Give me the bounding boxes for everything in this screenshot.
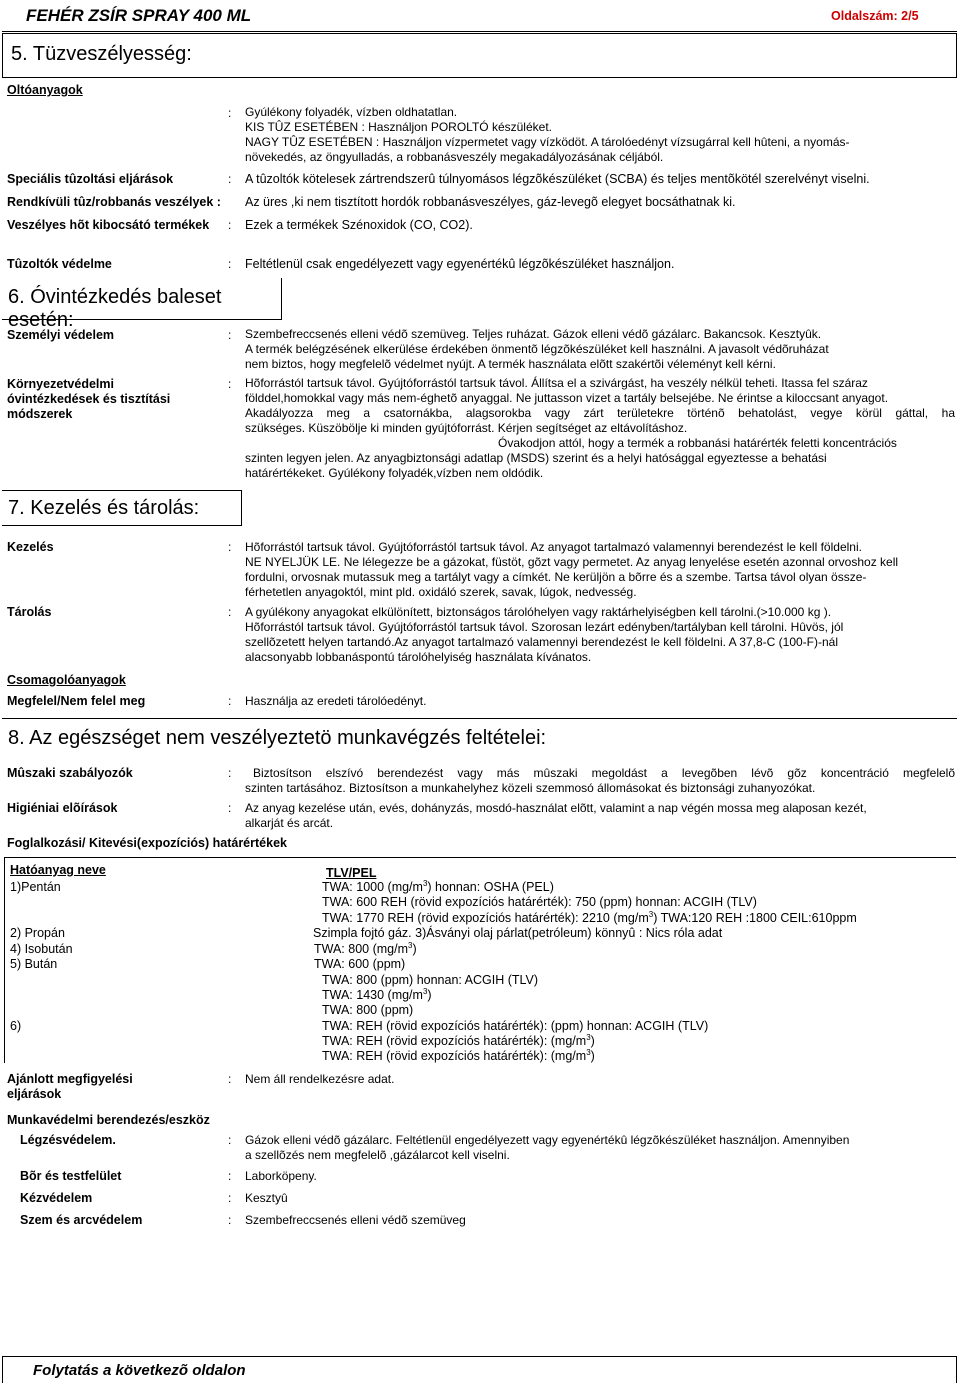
- kezvedelem-text: Kesztyû: [245, 1191, 288, 1205]
- text-line: fordulni, orvosnak mutassuk meg a tartályt vagy a címkét. Ne kerüljön a bõrre és a szembe. Tartsa távol olyan össze-: [245, 570, 867, 584]
- text-line: a szellõzés nem megfelelõ ,gázálarcot kell viselni.: [245, 1148, 510, 1162]
- text-line: NAGY TÛZ ESETÉBEN : Használjon vízpermetet vagy vízködöt. A tárolóedényt vízsugárral kell hûteni, a nyomás-: [245, 135, 850, 149]
- text-line: A termék belégzésének elkerülése érdekében önmentõ légzõkészüléket kell használni. A javasolt védõruházat: [245, 342, 829, 356]
- oltoanyagok-label: Oltóanyagok: [7, 83, 83, 97]
- text-line: határértékeket. Gyúlékony folyadék,vízben nem oldódik.: [245, 466, 544, 480]
- higieniai-text: [245, 801, 867, 831]
- colon: :: [228, 605, 232, 619]
- colon: :: [228, 377, 232, 391]
- cell-text: TWA: REH (rövid expozíciós határérték): (mg/m: [322, 1049, 587, 1063]
- table-cell: TWA: 600 (ppm): [314, 957, 406, 971]
- rend-label: Rendkívüli tûz/robbanás veszélyek :: [7, 195, 221, 209]
- bor-label: Bõr és testfelület: [20, 1169, 122, 1183]
- label-line: Ajánlott megfigyelési: [7, 1072, 133, 1086]
- cell-text: ): [427, 988, 432, 1002]
- table-cell: [322, 911, 857, 925]
- colon: :: [228, 218, 232, 232]
- document-title: FEHÉR ZSÍR SPRAY 400 ML: [26, 6, 252, 25]
- text-line: Hõforrástól tartsuk távol. Gyújtóforrástól tartsuk távol. Állítsa el a szivárgást, ha veszély nélkül teheti. Itassa fel száraz: [245, 376, 868, 390]
- text-line: növekedés, az öngyulladás, a robbanásveszély megakadályozásának céljából.: [245, 150, 664, 164]
- text-line: A gyúlékony anyagokat elkülönített, biztonságos tárolóhelyen vagy raktárhelyiségben kell tárolni.(>10.000 kg ).: [245, 605, 832, 619]
- kezeles-label: Kezelés: [7, 540, 54, 554]
- label-line: óvintézkedések és tisztítási: [7, 392, 171, 406]
- section-5-title: 5. Tüzveszélyesség:: [11, 43, 192, 65]
- colon: :: [228, 106, 232, 120]
- kezvedelem-label: Kézvédelem: [20, 1191, 93, 1205]
- cell-text: ): [590, 1049, 595, 1063]
- tarolas-label: Tárolás: [7, 605, 52, 619]
- tuz-text: Feltétlenül csak engedélyezett vagy egyenértékû légzõkészüléket használjon.: [245, 257, 675, 271]
- szemelyi-label: Személyi védelem: [7, 328, 115, 342]
- colon: :: [228, 1213, 232, 1227]
- substance-isobutan: 4) Isobután: [10, 942, 73, 956]
- colon: :: [228, 1169, 232, 1183]
- megfelel-label: Megfelel/Nem felel meg: [7, 694, 146, 708]
- superscript: 3: [422, 986, 428, 996]
- section-8-title: 8. Az egészséget nem veszélyeztetö munkavégzés feltételei:: [8, 727, 547, 749]
- text-line: Az anyag kezelése után, evés, dohányzás, mosdó-használat elõtt, valamint a nap végén mossa meg alaposan kezét,: [245, 801, 867, 815]
- szemelyi-text: [245, 327, 829, 372]
- page-number: Oldalszám: 2/5: [831, 9, 919, 23]
- vesz-text: Ezek a termékek Szénoxidok (CO, CO2).: [245, 218, 473, 232]
- kezeles-text: [245, 540, 898, 600]
- substance-6: 6): [10, 1019, 22, 1033]
- section-6-title: 6. Óvintézkedés baleset esetén:: [8, 286, 222, 331]
- megfelel-text: Használja az eredeti tárolóedényt.: [245, 694, 427, 708]
- szemvedelem-text: Szembefreccsenés elleni védõ szemüveg: [245, 1213, 466, 1227]
- text-line: szükséges. Küszöbölje ki minden gyújtóforrást. Kérjen segítséget az eltávolításhoz.: [245, 421, 688, 435]
- muszaki-text: [245, 766, 955, 796]
- korny-label: [7, 377, 170, 422]
- superscript: 3: [408, 940, 413, 950]
- muszaki-label: Mûszaki szabályozók: [7, 766, 133, 780]
- table-cell: TWA: 800 (ppm) honnan: ACGIH (TLV): [322, 973, 539, 987]
- cell-text: ) honnan: OSHA (PEL): [427, 880, 554, 894]
- substance-propan: 2) Propán: [10, 926, 65, 940]
- oltoanyagok-text: [245, 105, 850, 165]
- text-line: NE NYELJÜK LE. Ne lélegezze be a gázokat, füstöt, gõzt vagy permetet. Az anyag lenyelése esetén azonnal orvoshoz kell: [245, 555, 899, 569]
- cell-text: ): [412, 942, 417, 956]
- colon: :: [228, 328, 232, 342]
- footer-text: Folytatás a következõ oldalon: [33, 1362, 246, 1379]
- text-line: férhetetlen anyagoktól, mint pld. oxidáló szerek, savak, lúgok, nedvesség.: [245, 585, 637, 599]
- text-line: szinten legyen jelen. Az anyagbiztonsági adatlap (MSDS) szerint és a helyi hatósággal egyeztesse a behatási: [245, 451, 827, 465]
- text-line: szinten tartásához. Biztosítson a munkahelyhez közeli szemmosó állomásokat és biztonsági zuhanyozókat.: [245, 781, 816, 795]
- label-line: eljárások: [7, 1087, 62, 1101]
- ajanlott-text: Nem áll rendelkezésre adat.: [245, 1072, 395, 1086]
- superscript: 3: [586, 1047, 591, 1057]
- section-6-header: [2, 278, 282, 331]
- munkavedelmi-label: Munkavédelmi berendezés/eszköz: [7, 1113, 210, 1127]
- text-line: alacsonyabb lobbanáspontú tárolóhelyiség használata kívánatos.: [245, 650, 592, 664]
- vesz-label: Veszélyes hõt kibocsátó termékek: [7, 218, 210, 232]
- cell-text: TWA: 1000 (mg/m: [322, 880, 423, 894]
- section-7-header: [2, 490, 242, 526]
- section-8-header: [2, 718, 957, 756]
- substance-butan: 5) Bután: [10, 957, 58, 971]
- text-line: Gázok elleni védõ gázálarc. Feltétlenül engedélyezett vagy egyenértékû légzõkészüléket használjon. Amennyiben: [245, 1133, 850, 1147]
- label-line: módszerek: [7, 407, 73, 421]
- table-cell: TWA: REH (rövid expozíciós határérték): (ppm) honnan: ACGIH (TLV): [322, 1019, 709, 1033]
- higieniai-label: Higiéniai elõírások: [7, 801, 118, 815]
- text-line: Hõforrástól tartsuk távol. Gyújtóforrástól tartsuk távol. Szorosan lezárt edényben/tartályban kell tárolni. Hûvös, jól: [245, 620, 844, 634]
- exposure-table: [4, 857, 956, 1063]
- colon: :: [228, 540, 232, 554]
- label-line: Környezetvédelmi: [7, 377, 114, 391]
- superscript: 3: [586, 1032, 591, 1042]
- text-line: Gyúlékony folyadék, vízben oldhatatlan.: [245, 105, 458, 119]
- table-header-substance: Hatóanyag neve: [10, 863, 106, 877]
- cell-text: ) TWA:120 REH :1800 CEIL:610ppm: [653, 911, 857, 925]
- text-line: Óvakodjon attól, hogy a termék a robbanási határérték feletti koncentrációs: [498, 436, 897, 450]
- legzes-text: [245, 1133, 849, 1163]
- cell-text: TWA: 1430 (mg/m: [322, 988, 423, 1002]
- superscript: 3: [422, 878, 428, 888]
- table-cell: [322, 988, 432, 1002]
- table-cell: [322, 1034, 595, 1048]
- table-cell: TWA: 800 (ppm): [322, 1003, 414, 1017]
- text-line: földdel,homokkal vagy más nem-éghetõ anyaggal. Ne juttasson vizet a tartály belsejébe. Ne érintse a kiloccsant anyagot.: [245, 391, 889, 405]
- table-cell: [322, 880, 554, 894]
- ajanlott-label: [7, 1072, 133, 1102]
- text-line: szellõzetett helyen tartandó.Az anyagot tartalmazó valamennyi berendezést le kell földelni. A 37,8-C (100-F)-nál: [245, 635, 838, 649]
- cell-text: TWA: 800 (mg/m: [314, 942, 408, 956]
- colon: :: [228, 766, 232, 780]
- tuz-label: Tûzoltók védelme: [7, 257, 112, 271]
- colon: :: [228, 1191, 232, 1205]
- foglalkozasi-label: Foglalkozási/ Kitevési(expozíciós) határértékek: [7, 836, 287, 850]
- spec-text: A tûzoltók kötelesek zártrendszerû túlnyomásos légzõkészüléket (SCBA) és teljes mentõkötél szerelvényt viselni.: [245, 172, 870, 186]
- text-line: Biztosítson elszívó berendezést vagy más mûszaki megoldást a levegõben lévõ gõz koncentráció megfelelõ: [253, 766, 955, 780]
- text-line: KIS TÛZ ESETÉBEN : Használjon POROLTÓ készüléket.: [245, 120, 552, 134]
- substance-pentan: 1)Pentán: [10, 880, 61, 894]
- tarolas-text: [245, 605, 843, 665]
- cell-text: ): [590, 1034, 595, 1048]
- legzes-label: Légzésvédelem.: [20, 1133, 116, 1147]
- csomagolo-label: Csomagolóanyagok: [7, 673, 126, 687]
- text-line: nem biztos, hogy megfelelõ védelmet nyújt. A termék használata elõtt szakértõi véleményt kell kérni.: [245, 357, 776, 371]
- table-cell: [314, 942, 417, 956]
- colon: :: [228, 172, 232, 186]
- spec-label: Speciális tûzoltási eljárások: [7, 172, 174, 186]
- colon: :: [228, 1133, 232, 1147]
- footer-bar: [2, 1356, 957, 1383]
- table-cell: [322, 1049, 595, 1063]
- table-cell: Szimpla fojtó gáz. 3)Ásványi olaj párlat(petróleum) könnyû : Nics róla adat: [313, 926, 723, 940]
- cell-text: TWA: REH (rövid expozíciós határérték): (mg/m: [322, 1034, 587, 1048]
- colon: :: [228, 694, 232, 708]
- superscript: 3: [648, 909, 654, 919]
- colon: :: [228, 257, 232, 271]
- text-line: alkarját és arcát.: [245, 816, 334, 830]
- colon: :: [228, 801, 232, 815]
- section-7-title: 7. Kezelés és tárolás:: [8, 497, 200, 519]
- text-line: Akadályozza meg a csatornákba, alagsorokba vagy zárt területekre történõ behatolást, vegye körül gáttal, ha: [245, 406, 955, 420]
- szemvedelem-label: Szem és arcvédelem: [20, 1213, 143, 1227]
- table-header-tlv: TLV/PEL: [326, 866, 377, 880]
- korny-text: [245, 376, 955, 481]
- header-bar: [2, 0, 957, 32]
- colon: :: [228, 1072, 232, 1086]
- section-5-header: [2, 33, 957, 78]
- rend-text: Az üres ,ki nem tisztított hordók robbanásveszélyes, gáz-levegõ elegyet bocsáthatnak ki.: [245, 195, 736, 209]
- text-line: Hõforrástól tartsuk távol. Gyújtóforrástól tartsuk távol. Az anyagot tartalmazó valamennyi berendezést le kell földelni.: [245, 540, 862, 554]
- text-line: Szembefreccsenés elleni védõ szemüveg. Teljes ruházat. Gázok elleni védõ gázálarc. Bakancsok. Kesztyûk.: [245, 327, 822, 341]
- bor-text: Laborköpeny.: [245, 1169, 317, 1183]
- table-cell: TWA: 600 REH (rövid expozíciós határérték): 750 (ppm) honnan: ACGIH (TLV): [322, 895, 757, 909]
- cell-text: TWA: 1770 REH (rövid expozíciós határérték): 2210 (mg/m: [322, 911, 649, 925]
